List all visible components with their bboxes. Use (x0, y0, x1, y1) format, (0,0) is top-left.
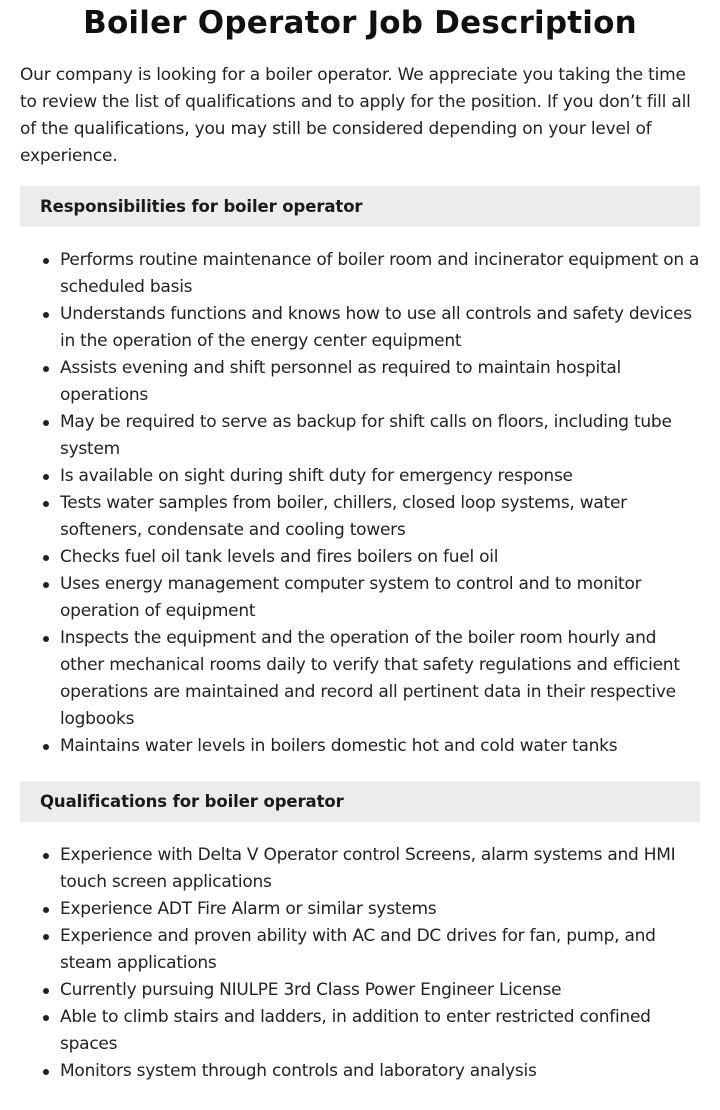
list-item: Inspects the equipment and the operation of the boiler room hourly and other mechanical rooms daily to verify that safety regulations and efficient operations are maintained and record all pertinent data in their respective logbooks (60, 625, 700, 733)
list-item: Able to climb stairs and ladders, in addition to enter restricted confined spaces (60, 1004, 700, 1058)
list-item: Uses energy management computer system to control and to monitor operation of equipment (60, 571, 700, 625)
qualifications-list (20, 842, 700, 1085)
page-title: Boiler Operator Job Description (83, 5, 637, 41)
responsibilities-heading: Responsibilities for boiler operator (20, 186, 700, 227)
list-item: Experience ADT Fire Alarm or similar systems (60, 896, 700, 923)
intro-paragraph: Our company is looking for a boiler operator. We appreciate you taking the time to review the list of qualifications and to apply for the position. If you don’t fill all of the qualifications, you may still be considered depending on your level of experience. (20, 65, 691, 166)
list-item: Monitors system through controls and laboratory analysis (60, 1058, 700, 1085)
list-item: Tests water samples from boiler, chillers, closed loop systems, water softeners, condensate and cooling towers (60, 490, 700, 544)
list-item: Is available on sight during shift duty for emergency response (60, 463, 700, 490)
list-item: Performs routine maintenance of boiler room and incinerator equipment on a scheduled basis (60, 247, 700, 301)
list-item: Experience and proven ability with AC and DC drives for fan, pump, and steam applications (60, 923, 700, 977)
list-item: Checks fuel oil tank levels and fires boilers on fuel oil (60, 544, 700, 571)
list-item: Assists evening and shift personnel as required to maintain hospital operations (60, 355, 700, 409)
list-item: Understands functions and knows how to use all controls and safety devices in the operation of the energy center equipment (60, 301, 700, 355)
list-item: Currently pursuing NIULPE 3rd Class Power Engineer License (60, 977, 700, 1004)
list-item: May be required to serve as backup for shift calls on floors, including tube system (60, 409, 700, 463)
qualifications-heading: Qualifications for boiler operator (20, 781, 700, 822)
list-item: Maintains water levels in boilers domestic hot and cold water tanks (60, 733, 700, 760)
list-item: Experience with Delta V Operator control Screens, alarm systems and HMI touch screen applications (60, 842, 700, 896)
responsibilities-list (20, 247, 700, 760)
